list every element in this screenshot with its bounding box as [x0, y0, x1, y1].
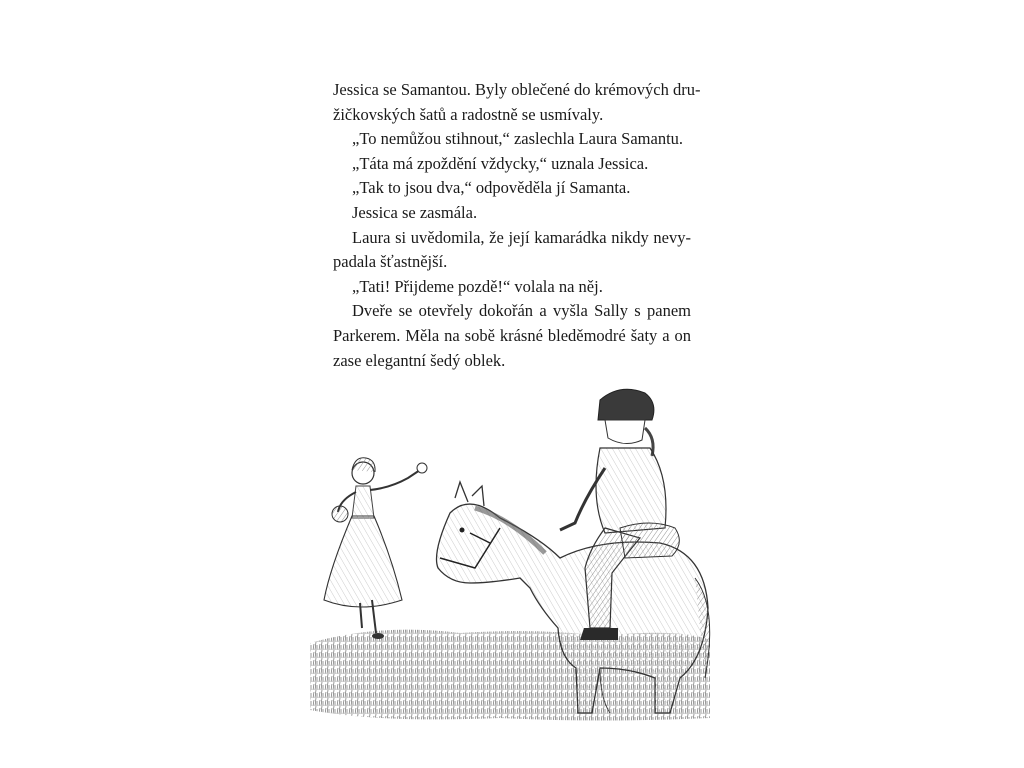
text-line: „To nemůžou stihnout,“ zaslechla Laura Samantu.	[352, 129, 684, 149]
text-line: Jessica se zasmála.	[352, 202, 478, 222]
text-line: Parkerem. Měla na sobě krásné bleděmodré šaty a on	[333, 325, 691, 345]
sketch-illustration	[300, 378, 720, 723]
text-line: Dveře se otevřely dokořán a vyšla Sally s panem	[352, 301, 691, 321]
text-line: padala šťastnější.	[333, 252, 448, 272]
text-line: „Tati! Přijdeme pozdě!“ volala na něj.	[352, 276, 603, 296]
text-line: „Táta má zpoždění vždycky,“ uznala Jessica.	[352, 153, 649, 173]
text-line: „Tak to jsou dva,“ odpověděla jí Samanta.	[352, 178, 631, 198]
text-line: Jessica se Samantou. Byly oblečené do krémových dru-	[333, 80, 701, 99]
girl-figure	[324, 458, 427, 639]
pencil-sketch-girl-and-pony-icon	[300, 378, 720, 723]
text-line: zase elegantní šedý oblek.	[333, 350, 506, 370]
text-line: Laura si uvědomila, že její kamarádka nikdy nevy-	[352, 227, 691, 247]
body-text	[333, 78, 701, 373]
text-line: žičkovských šatů a radostně se usmívaly.	[333, 104, 604, 124]
